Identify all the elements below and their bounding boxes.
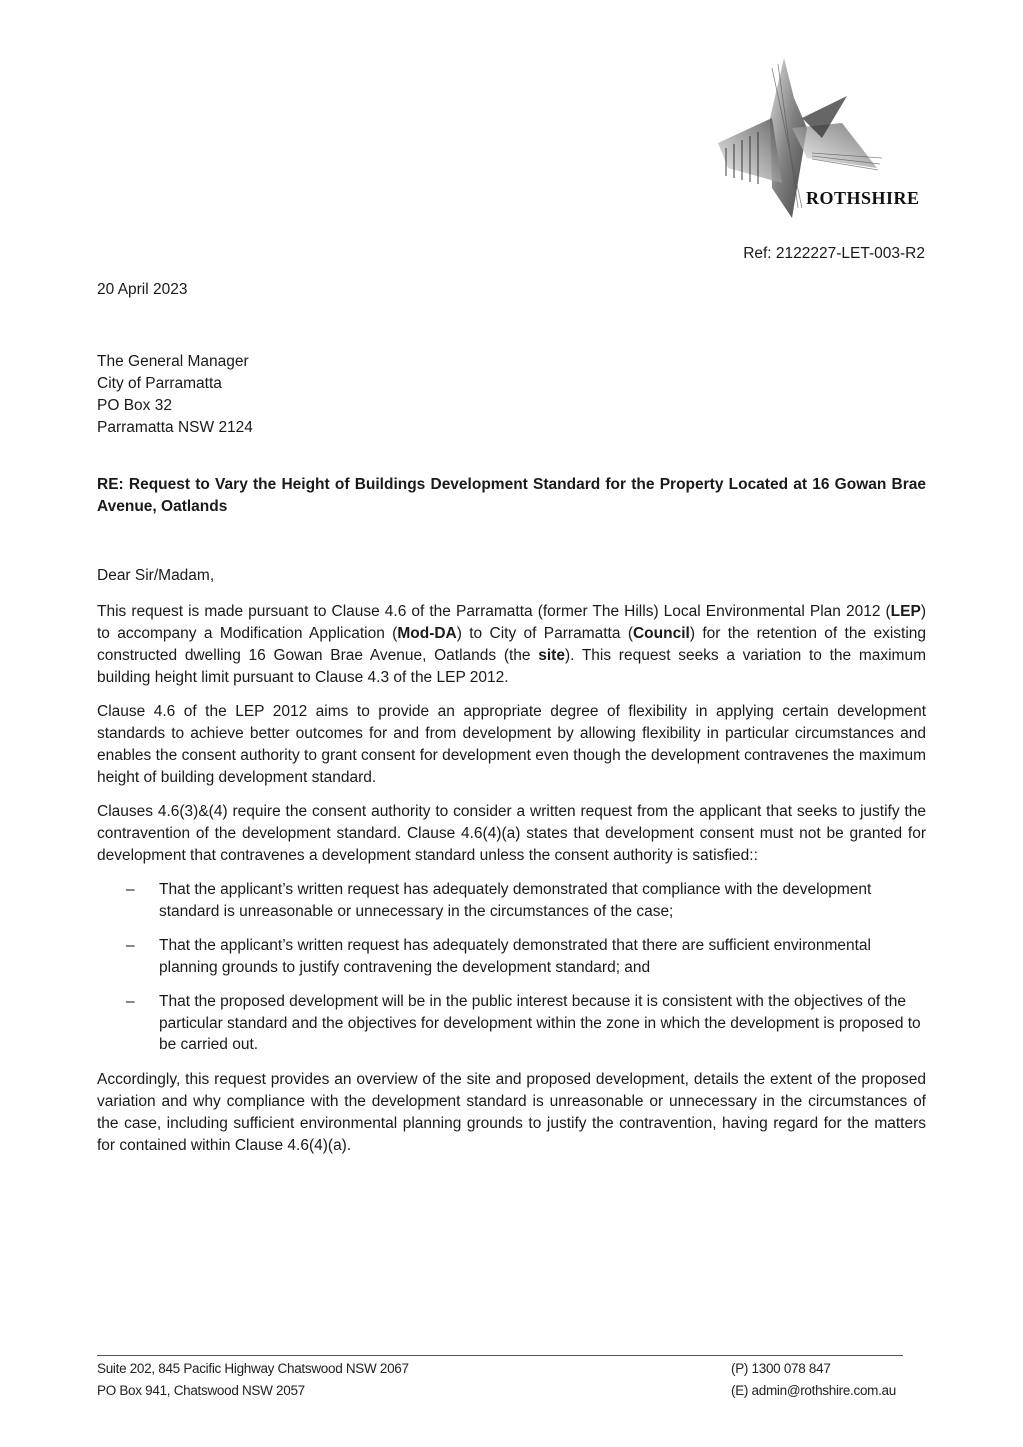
text-span: ) for the retention of the existing constructed dwelling 16 Gowan Brae Avenue, Oatlands (the	[97, 625, 926, 664]
list-item-text: That the proposed development will be in the public interest because it is consistent with the objectives of the particular standard and the objectives for development within the zone in which the development is proposed to be carried out.	[159, 993, 921, 1053]
letter-body	[97, 601, 926, 1169]
footer-divider	[97, 1355, 903, 1356]
list-item	[97, 991, 926, 1056]
body-paragraph	[97, 601, 926, 689]
defined-term: site	[538, 647, 565, 664]
list-item	[97, 879, 926, 922]
text-span: ) to City of Parramatta (	[456, 625, 633, 642]
reference-number: Ref: 2122227-LET-003-R2	[743, 245, 925, 262]
dash-marker: –	[126, 881, 135, 898]
list-item-text: That the applicant’s written request has adequately demonstrated that there are sufficient environmental planning grounds to justify contravening the development standard; and	[159, 937, 871, 976]
recipient-line: City of Parramatta	[97, 375, 222, 392]
dash-marker: –	[126, 937, 135, 954]
defined-term: LEP	[890, 603, 921, 620]
footer-phone: (P) 1300 078 847	[731, 1361, 831, 1376]
company-name: ROTHSHIRE	[806, 188, 920, 208]
company-logo	[712, 58, 927, 218]
footer-address	[97, 1358, 409, 1402]
criteria-list	[97, 879, 926, 1056]
footer-address-line: Suite 202, 845 Pacific Highway Chatswood NSW 2067	[97, 1361, 409, 1376]
defined-term: Council	[632, 625, 690, 642]
defined-term: Mod-DA	[397, 625, 457, 642]
salutation: Dear Sir/Madam,	[97, 567, 215, 584]
body-paragraph: Clauses 4.6(3)&(4) require the consent authority to consider a written request from the applicant that seeks to justify the contravention of the development standard. Clause 4.6(4)(a) states that development consent must not be granted for development that contravenes a development standard unless the consent authority is satisfied::	[97, 803, 926, 864]
footer-contact	[731, 1358, 896, 1402]
recipient-line: PO Box 32	[97, 397, 172, 414]
text-span: This request is made pursuant to Clause 4.6 of the Parramatta (former The Hills) Local Environmental Plan 2012 (	[97, 603, 891, 620]
list-item-text: That the applicant’s written request has adequately demonstrated that compliance with the development standard is unreasonable or unnecessary in the circumstances of the case;	[159, 881, 872, 920]
footer-address-line: PO Box 941, Chatswood NSW 2057	[97, 1383, 305, 1398]
body-paragraph: Accordingly, this request provides an overview of the site and proposed development, details the extent of the proposed variation and why compliance with the development standard is unreasonable or unnecessary in the circumstances of the case, including sufficient environmental planning grounds to justify the contravention, having regard for the matters for contained within Clause 4.6(4)(a).	[97, 1070, 926, 1154]
text-span: ). This request seeks a variation to the maximum building height limit pursuant to Clause 4.3 of the LEP 2012.	[97, 647, 926, 686]
recipient-line: The General Manager	[97, 353, 249, 370]
recipient-address	[97, 351, 253, 439]
list-item	[97, 935, 926, 978]
text-span: ) to accompany a Modification Application (	[97, 603, 926, 642]
subject-line: RE: Request to Vary the Height of Buildings Development Standard for the Property Located at 16 Gowan Brae Avenue, Oatlands	[97, 476, 926, 515]
letter-date: 20 April 2023	[97, 281, 188, 298]
body-paragraph: Clause 4.6 of the LEP 2012 aims to provide an appropriate degree of flexibility in applying certain development standards to achieve better outcomes for and from development by allowing flexibility in particular circumstances and enables the consent authority to grant consent for development even though the development contravenes the maximum height of building development standard.	[97, 703, 926, 786]
recipient-line: Parramatta NSW 2124	[97, 419, 253, 436]
dash-marker: –	[126, 993, 135, 1010]
footer-email[interactable]: (E) admin@rothshire.com.au	[731, 1383, 896, 1398]
